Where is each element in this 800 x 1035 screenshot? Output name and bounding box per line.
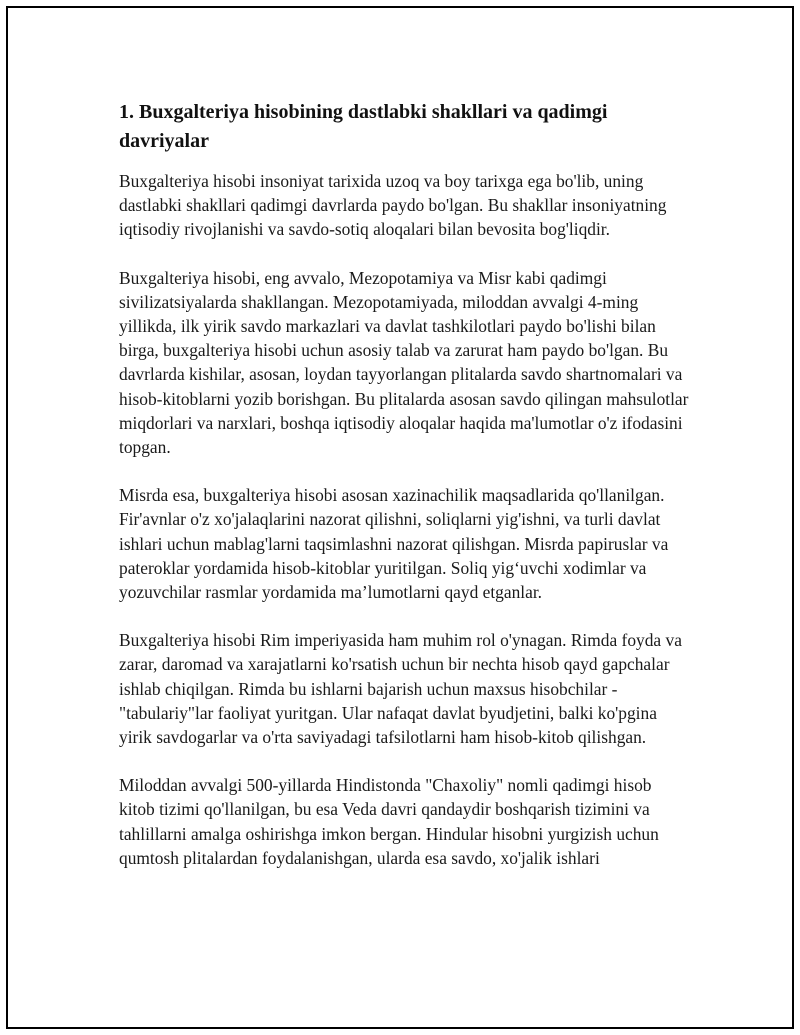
document-page	[6, 6, 794, 1029]
section-heading: 1. Buxgalteriya hisobining dastlabki shakllari va qadimgi davriyalar	[119, 101, 608, 152]
paragraph-intro: Buxgalteriya hisobi insoniyat tarixida uzoq va boy tarixga ega bo'lib, uning dastlabki shakllari qadimgi davrlarda paydo bo'lgan. Bu shakllar insoniyatning iqtisodiy rivojlanishi va savdo-sotiq aloqalari bilan bevosita bog'liqdir.	[119, 171, 667, 240]
paragraph-india: Miloddan avvalgi 500-yillarda Hindistonda "Chaxoliy" nomli qadimgi hisob kitob tizimi qo'llanilgan, bu esa Veda davri qandaydir boshqarish tizimini va tahlillarni amalga oshirishga imkon bergan. Hindular hisobni yurgizish uchun qumtosh plitalardan foydalanishgan, ularda esa savdo, xo'jalik ishlari	[119, 775, 659, 868]
document-body	[119, 98, 691, 894]
paragraph-egypt: Misrda esa, buxgalteriya hisobi asosan xazinachilik maqsadlarida qo'llanilgan. Fir'avnlar o'z xo'jalaqlarini nazorat qilishni, soliqlarni yig'ishni, va turli davlat ishlari uchun mablag'larni taqsimlashni nazorat qilishgan. Misrda papiruslar va pateroklar yordamida hisob-kitoblar yuritilgan. Soliq yig‘uvchi xodimlar va yozuvchilar rasmlar yordamida ma’lumotlarni qayd etganlar.	[119, 485, 669, 603]
paragraph-mesopotamia: Buxgalteriya hisobi, eng avvalo, Mezopotamiya va Misr kabi qadimgi sivilizatsiyalarda shakllangan. Mezopotamiyada, miloddan avvalgi 4-ming yillikda, ilk yirik savdo markazlari va davlat tashkilotlari paydo bo'lishi bilan birga, buxgalteriya hisobi uchun asosiy talab va zarurat ham paydo bo'lgan. Bu davrlarda kishilar, asosan, loydan tayyorlangan plitalarda savdo shartnomalari va hisob-kitoblarni yozib borishgan. Bu plitalarda asosan savdo qilingan mahsulotlar miqdorlari va narxlari, boshqa iqtisodiy aloqalar haqida ma'lumotlar o'z ifodasini topgan.	[119, 267, 689, 458]
paragraph-rome: Buxgalteriya hisobi Rim imperiyasida ham muhim rol o'ynagan. Rimda foyda va zarar, daromad va xarajatlarni ko'rsatish uchun bir nechta hisob qayd gapchalar ishlab chiqilgan. Rimda bu ishlarni bajarish uchun maxsus hisobchilar - "tabulariy"lar faoliyat yuritgan. Ular nafaqat davlat byudjetini, balki ko'pgina yirik savdogarlar va o'rta saviyadagi tafsilotlarni ham hisob-kitob qilishgan.	[119, 630, 682, 748]
